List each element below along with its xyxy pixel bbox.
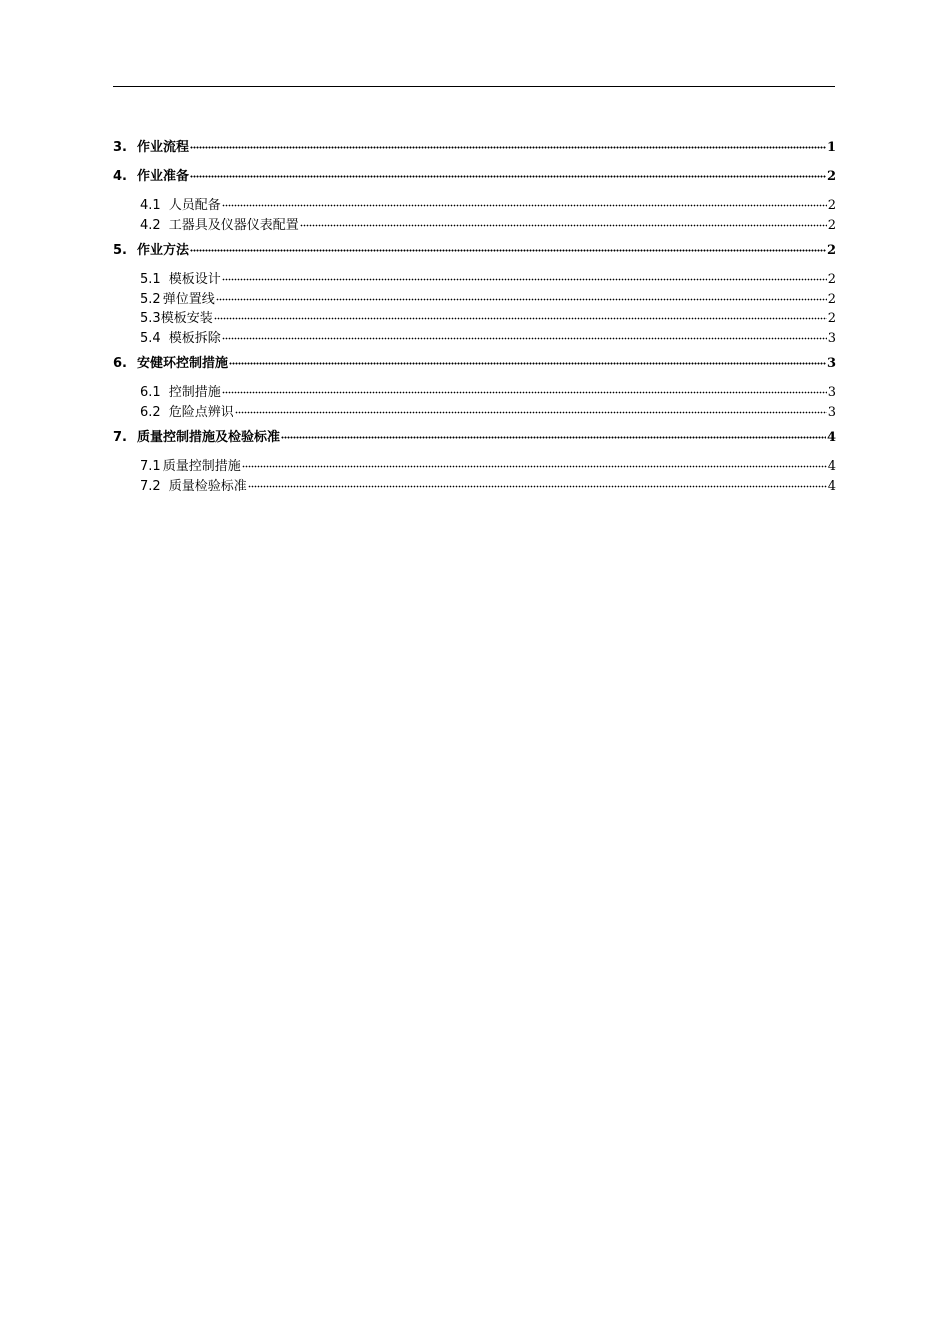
toc-section-4 (113, 167, 836, 235)
toc-leader-dots (229, 362, 826, 365)
toc-entry-page: 2 (826, 169, 836, 184)
toc-entry-number: 6.2 (140, 404, 161, 420)
toc-entry-6[interactable] (113, 354, 836, 374)
toc-entry-4[interactable] (113, 167, 836, 187)
toc-entry-title: 人员配备 (168, 198, 221, 213)
toc-entry-number: 7.1 (140, 459, 161, 474)
toc-entry-number: 7.2 (140, 478, 161, 494)
toc-entry-number: 7. (113, 430, 127, 445)
toc-entry-5-2[interactable] (113, 290, 836, 310)
toc-entry-5-1[interactable] (113, 270, 836, 290)
toc-entry-number: 4.1 (140, 198, 161, 213)
toc-entry-title: 模板安装 (160, 311, 213, 326)
toc-entry-7[interactable] (113, 428, 836, 448)
toc-section-5 (113, 241, 836, 348)
toc-entry-page: 3 (827, 404, 836, 420)
toc-leader-dots (281, 436, 826, 439)
toc-entry-4-2[interactable] (113, 216, 836, 236)
table-of-contents (113, 135, 836, 502)
toc-leader-dots (222, 204, 827, 207)
toc-subentries-7 (113, 457, 836, 496)
toc-leader-dots (216, 298, 827, 301)
toc-leader-dots (242, 465, 827, 468)
toc-entry-title: 作业方法 (137, 243, 190, 258)
toc-entry-page: 4 (827, 478, 836, 494)
toc-entry-number: 3. (113, 140, 127, 155)
toc-entry-5-4[interactable] (113, 329, 836, 349)
toc-subentries-6 (113, 383, 836, 422)
toc-entry-title: 安健环控制措施 (137, 356, 229, 371)
toc-entry-title: 弹位置线 (162, 291, 215, 307)
toc-entry-page: 2 (827, 311, 836, 326)
toc-subentries-5 (113, 270, 836, 348)
toc-entry-6-2[interactable] (113, 403, 836, 423)
toc-entry-page: 4 (826, 430, 836, 445)
toc-entry-number: 6. (113, 356, 127, 371)
toc-entry-number: 4.2 (140, 217, 161, 233)
toc-entry-title: 模板拆除 (168, 330, 221, 346)
toc-entry-page: 2 (827, 291, 836, 307)
toc-entry-number: 5.3 (140, 311, 161, 326)
toc-leader-dots (190, 175, 826, 178)
toc-entry-6-1[interactable] (113, 383, 836, 403)
toc-entry-7-1[interactable] (113, 457, 836, 477)
toc-entry-page: 1 (826, 140, 836, 155)
toc-entry-title: 质量控制措施及检验标准 (137, 430, 281, 445)
toc-entry-title: 质量检验标准 (168, 478, 247, 494)
toc-section-3 (113, 138, 836, 158)
toc-entry-page: 3 (827, 385, 836, 400)
toc-section-7 (113, 428, 836, 496)
toc-entry-3[interactable] (113, 138, 836, 158)
toc-leader-dots (214, 317, 827, 320)
toc-entry-number: 5.4 (140, 330, 161, 346)
toc-entry-7-2[interactable] (113, 477, 836, 497)
toc-leader-dots (190, 146, 826, 149)
toc-entry-number: 5.2 (140, 291, 161, 307)
toc-entry-4-1[interactable] (113, 196, 836, 216)
toc-leader-dots (222, 337, 827, 340)
toc-entry-page: 2 (827, 272, 836, 287)
toc-subentries-4 (113, 196, 836, 235)
toc-entry-page: 3 (826, 356, 836, 371)
toc-entry-page: 3 (827, 330, 836, 346)
toc-entry-page: 4 (827, 459, 836, 474)
header-rule (113, 86, 835, 87)
toc-entry-title: 危险点辨识 (168, 404, 234, 420)
toc-entry-page: 2 (827, 198, 836, 213)
toc-entry-number: 5. (113, 243, 127, 258)
toc-entry-title: 质量控制措施 (162, 459, 241, 474)
toc-leader-dots (235, 411, 827, 414)
toc-entry-number: 6.1 (140, 385, 161, 400)
toc-entry-page: 2 (827, 217, 836, 233)
toc-entry-number: 4. (113, 169, 127, 184)
toc-section-6 (113, 354, 836, 422)
toc-entry-title: 工器具及仪器仪表配置 (168, 217, 299, 233)
toc-entry-5-3[interactable] (113, 309, 836, 329)
toc-leader-dots (248, 485, 827, 488)
toc-leader-dots (190, 249, 826, 252)
toc-entry-title: 作业准备 (137, 169, 190, 184)
toc-entry-title: 模板设计 (168, 272, 221, 287)
toc-entry-page: 2 (826, 243, 836, 258)
toc-entry-number: 5.1 (140, 272, 161, 287)
toc-leader-dots (222, 391, 827, 394)
toc-entry-title: 控制措施 (168, 385, 221, 400)
toc-leader-dots (222, 278, 827, 281)
toc-leader-dots (300, 224, 827, 227)
toc-entry-5[interactable] (113, 241, 836, 261)
toc-entry-title: 作业流程 (137, 140, 190, 155)
